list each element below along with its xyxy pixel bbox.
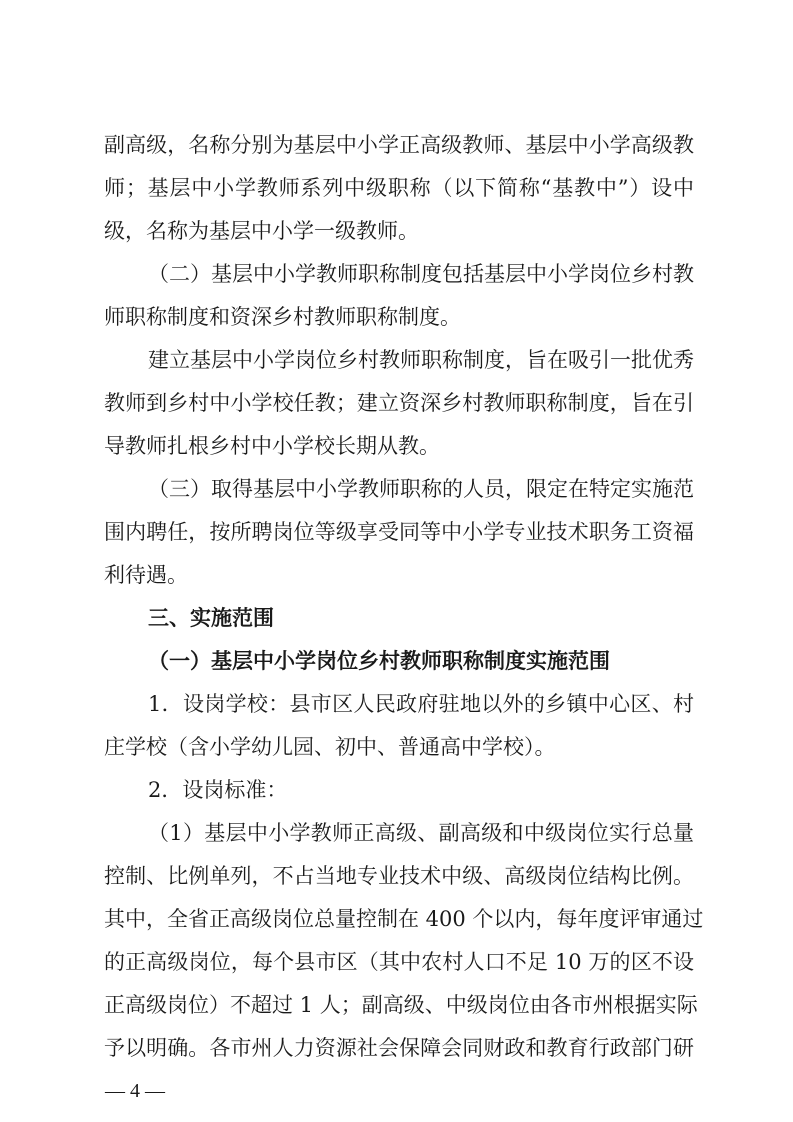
paragraph-line-19: 其中，全省正高级岗位总量控制在 400 个以内，每年度评审通过 [104, 907, 704, 931]
paragraph-line-17: （1）基层中小学教师正高级、副高级和中级岗位实行总量 [148, 821, 694, 845]
paragraph-line-10: 围内聘任，按所聘岗位等级享受同等中小学专业技术职务工资福 [104, 520, 694, 544]
paragraph-line-20: 的正高级岗位，每个县市区（其中农村人口不足 10 万的区不设 [104, 950, 694, 974]
paragraph-line-9: （三）取得基层中小学教师职称的人员，限定在特定实施范 [148, 477, 694, 501]
section-heading: 三、实施范围 [148, 606, 274, 630]
paragraph-line-22: 予以明确。各市州人力资源社会保障会同财政和教育行政部门研 [104, 1036, 694, 1060]
paragraph-line-8: 导教师扎根乡村中小学校长期从教。 [104, 434, 440, 458]
paragraph-line-5: 师职称制度和资深乡村教师职称制度。 [104, 305, 461, 329]
paragraph-line-18: 控制、比例单列，不占当地专业技术中级、高级岗位结构比例。 [104, 864, 694, 888]
paragraph-line-21: 正高级岗位）不超过 1 人；副高级、中级岗位由各市州根据实际 [104, 993, 698, 1017]
paragraph-line-15: 庄学校（含小学幼儿园、初中、普通高中学校）。 [104, 735, 556, 759]
paragraph-line-6: 建立基层中小学岗位乡村教师职称制度，旨在吸引一批优秀 [148, 348, 694, 372]
paragraph-line-1: 副高级，名称分别为基层中小学正高级教师、基层中小学高级教 [104, 133, 694, 157]
paragraph-line-7: 教师到乡村中小学校任教；建立资深乡村教师职称制度，旨在引 [104, 391, 694, 415]
subsection-heading: （一）基层中小学岗位乡村教师职称制度实施范围 [148, 649, 610, 673]
paragraph-line-4: （二）基层中小学教师职称制度包括基层中小学岗位乡村教 [148, 262, 694, 286]
paragraph-line-3: 级，名称为基层中小学一级教师。 [104, 219, 419, 243]
page-number: — 4 — [105, 1080, 165, 1102]
paragraph-line-16: 2．设岗标准： [148, 778, 288, 802]
paragraph-line-14: 1．设岗学校：县市区人民政府驻地以外的乡镇中心区、村 [148, 692, 694, 716]
paragraph-line-11: 利待遇。 [104, 563, 188, 587]
paragraph-line-2: 师；基层中小学教师系列中级职称（以下简称“基教中”）设中 [104, 176, 694, 200]
